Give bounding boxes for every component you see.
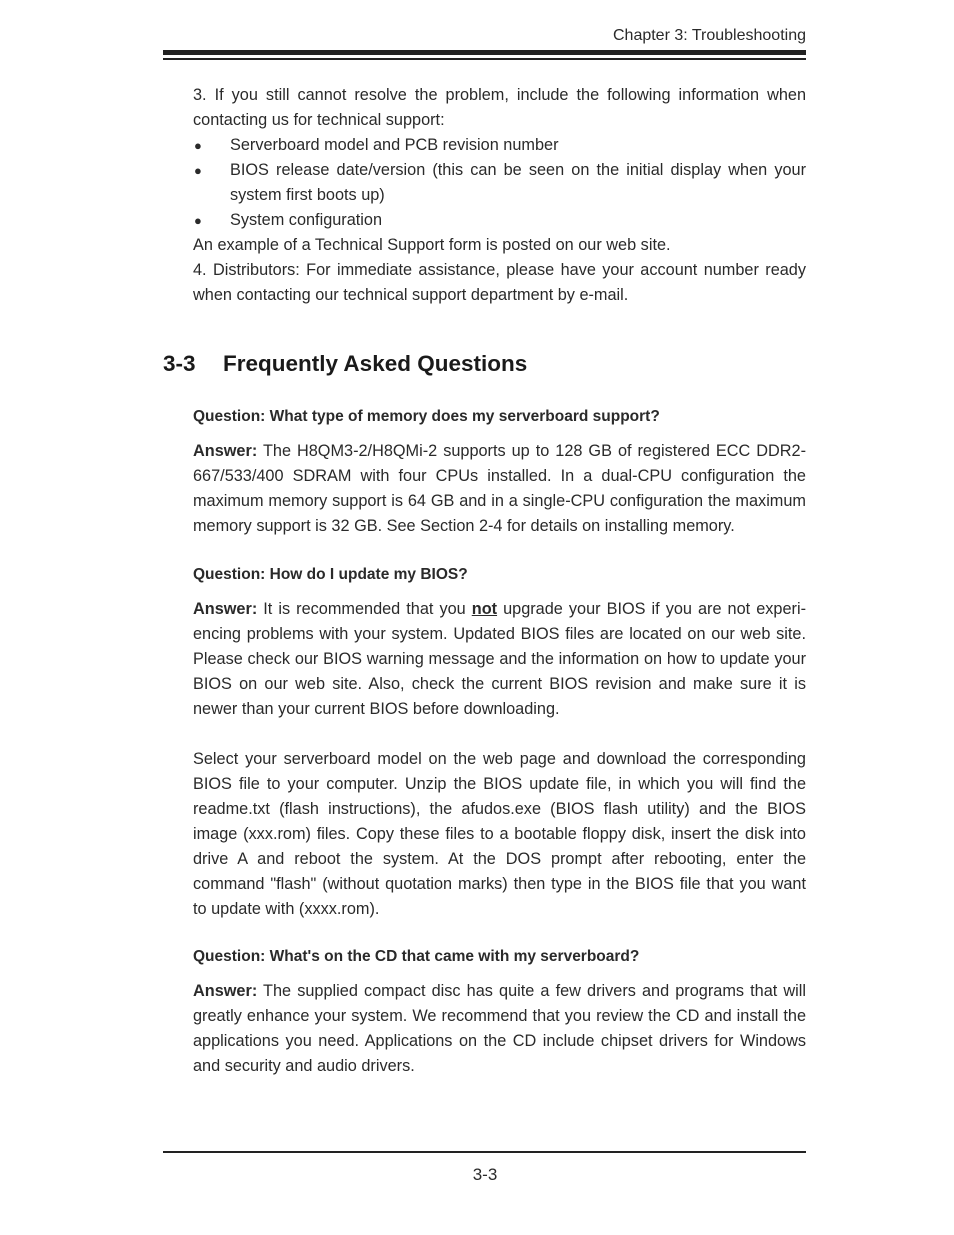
example-text: An example of a Technical Support form is posted on our web site. <box>193 236 671 254</box>
item-3-text: 3. If you still cannot resolve the problem, include the following information when contacting us for technical support: <box>193 86 806 129</box>
bullet-icon: ● <box>194 163 202 178</box>
header-rule-thin <box>163 58 806 60</box>
section-number: 3-3 <box>163 351 196 376</box>
faq-cd <box>193 944 806 1079</box>
bullet-icon: ● <box>194 138 202 153</box>
intro-block <box>193 83 806 308</box>
list-item: ● Serverboard model and PCB revision number <box>193 133 806 158</box>
faq-memory <box>193 404 806 539</box>
faq-question: Question: How do I update my BIOS? <box>193 566 468 583</box>
support-info-list <box>193 133 806 233</box>
running-header: Chapter 3: Troubleshooting <box>612 27 806 44</box>
section-title: Frequently Asked Questions <box>223 351 528 376</box>
faq-answer: Answer: The supplied compact disc has quite a few drivers and programs that will greatly enhance your system. We recommend that you review the CD and install the applications you need. Applications on the CD include chipset drivers for Windows and security and audio drivers. <box>193 982 806 1075</box>
answer-label: Answer: <box>193 442 258 460</box>
answer-label: Answer: <box>193 982 258 1000</box>
item-4-text: 4. Distributors: For immediate assistance, please have your account number ready when contacting our technical support department by e-mail. <box>193 261 806 304</box>
header-rule-thick <box>163 50 806 55</box>
bullet-icon: ● <box>194 213 202 228</box>
section-heading <box>163 351 527 377</box>
footer-rule <box>163 1151 806 1153</box>
list-item: ● System configuration <box>193 208 806 233</box>
faq-question: Question: What type of memory does my serverboard support? <box>193 408 660 425</box>
list-item: ● BIOS release date/version (this can be seen on the initial display when your system first boots up) <box>193 158 806 208</box>
faq-answer-extra: Select your serverboard model on the web page and download the corresponding BIOS file to your computer. Unzip the BIOS update file, in which you will find the readme.txt (flash instructions), the afudos.exe (BIOS flash utility) and the BIOS image (xxx.rom) files. Copy these files to a bootable floppy disk, insert the disk into drive A and reboot the system. At the DOS prompt after rebooting, enter the command "flash" (without quotation marks) then type in the BIOS file that you want to update with (xxxx.rom). <box>193 750 806 918</box>
faq-answer: Answer: It is recommended that you not upgrade your BIOS if you are not experi-encing problems with your system. Updated BIOS files are located on our web site. Please check our BIOS warning message and the information on how to update your BIOS on our web site. Also, check the current BIOS revision and make sure it is newer than your current BIOS before downloading. <box>193 600 806 718</box>
faq-bios <box>193 562 806 922</box>
page-number: 3-3 <box>472 1165 498 1184</box>
emphasis-not: not <box>471 600 498 618</box>
answer-label: Answer: <box>193 600 258 618</box>
faq-question: Question: What's on the CD that came with my serverboard? <box>193 948 640 965</box>
faq-answer: Answer: The H8QM3-2/H8QMi-2 supports up to 128 GB of registered ECC DDR2-667/533/400 SDRAM with four CPUs installed. In a dual-CPU configuration the maximum memory support is 64 GB and in a single-CPU configuration the maximum memory support is 32 GB. See Section 2-4 for details on installing memory. <box>193 442 806 535</box>
